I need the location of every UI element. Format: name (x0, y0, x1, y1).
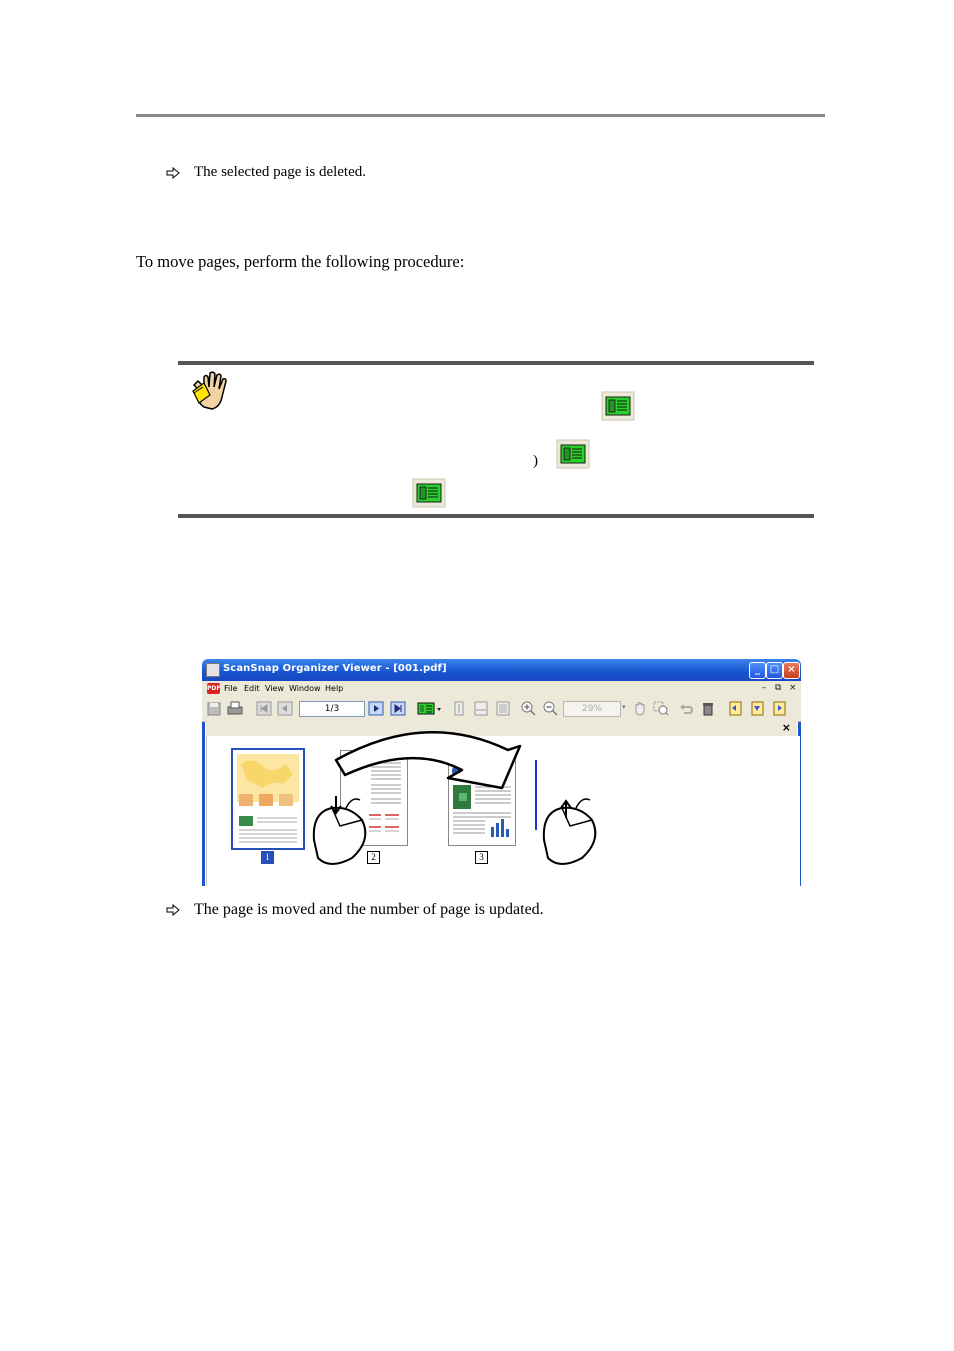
undo-icon[interactable] (678, 700, 694, 717)
save-icon[interactable] (206, 700, 222, 717)
page-2-preview (341, 751, 407, 845)
thumbnail-panel-header (206, 721, 797, 736)
toolbar (202, 697, 801, 722)
delete-icon[interactable] (700, 700, 716, 717)
thumbnail-number-1: 1 (261, 851, 274, 864)
print-icon[interactable] (227, 700, 243, 717)
thumbnail-panel-icon (412, 478, 446, 508)
hint-rule-top (178, 361, 814, 365)
thumbnail-number-2: 2 (367, 851, 380, 864)
page-1-preview (233, 750, 303, 848)
mdi-restore-icon[interactable]: ⧉ (775, 683, 782, 693)
zoom-area-icon[interactable] (653, 700, 669, 717)
menu-window[interactable]: Window (289, 684, 321, 693)
thumbnail-page-3[interactable] (448, 750, 516, 846)
fit-page-icon[interactable] (495, 700, 511, 717)
result-text: The selected page is deleted. (194, 164, 367, 180)
zoom-dropdown-icon[interactable]: ▾ (622, 703, 626, 711)
insertion-marker (535, 760, 537, 830)
zoom-level-field[interactable]: 29% (563, 701, 621, 717)
minimize-button[interactable]: _ (749, 662, 766, 679)
menu-view[interactable]: View (265, 684, 284, 693)
rotate-left-icon[interactable] (727, 700, 743, 717)
menu-file[interactable]: File (224, 684, 238, 693)
thumbnail-number-3: 3 (475, 851, 488, 864)
thumbnail-panel-icon (601, 391, 635, 421)
header-rule (136, 114, 825, 117)
hint-box (178, 361, 814, 518)
hint-rule-bottom (178, 514, 814, 518)
thumbnail-page-2[interactable] (340, 750, 408, 846)
mdi-close-icon[interactable]: × (789, 683, 797, 693)
panel-close-icon[interactable]: × (781, 721, 791, 734)
hand-tool-icon[interactable] (632, 700, 648, 717)
result-line-deleted (166, 164, 366, 181)
result-text: The page is moved and the number of page is updated. (194, 901, 544, 918)
rotate-right-icon[interactable] (771, 700, 787, 717)
zoom-out-icon[interactable] (542, 700, 558, 717)
maximize-button[interactable]: □ (766, 662, 783, 679)
result-line-moved (166, 901, 544, 919)
hand-hint-icon (190, 369, 238, 413)
intro-paragraph: To move pages, perform the following procedure: (136, 252, 465, 271)
next-page-icon[interactable] (368, 700, 384, 717)
app-icon (206, 663, 220, 677)
mdi-minimize-icon[interactable]: – (762, 683, 767, 693)
pdf-document-icon: PDF (207, 685, 221, 692)
fit-width-icon[interactable] (473, 700, 489, 717)
thumbnail-panel-icon (556, 439, 590, 469)
thumbnail-page-1[interactable] (231, 748, 305, 850)
first-page-icon[interactable] (256, 700, 272, 717)
rotate-180-icon[interactable] (749, 700, 765, 717)
thumbnail-panel-icon[interactable] (417, 700, 443, 717)
result-arrow-icon (166, 904, 180, 916)
window-title: ScanSnap Organizer Viewer - [001.pdf] (223, 663, 447, 674)
page-3-preview (449, 751, 515, 845)
menu-edit[interactable]: Edit (244, 684, 260, 693)
menu-help[interactable]: Help (325, 684, 344, 693)
fit-height-icon[interactable] (451, 700, 467, 717)
hint-paren: ) (533, 453, 538, 469)
result-arrow-icon (166, 167, 180, 179)
title-bar (202, 659, 801, 681)
zoom-in-icon[interactable] (520, 700, 536, 717)
last-page-icon[interactable] (390, 700, 406, 717)
page-number-field[interactable]: 1/3 (299, 701, 365, 717)
menu-bar (202, 681, 801, 697)
close-button[interactable]: × (783, 662, 800, 679)
previous-page-icon[interactable] (277, 700, 293, 717)
